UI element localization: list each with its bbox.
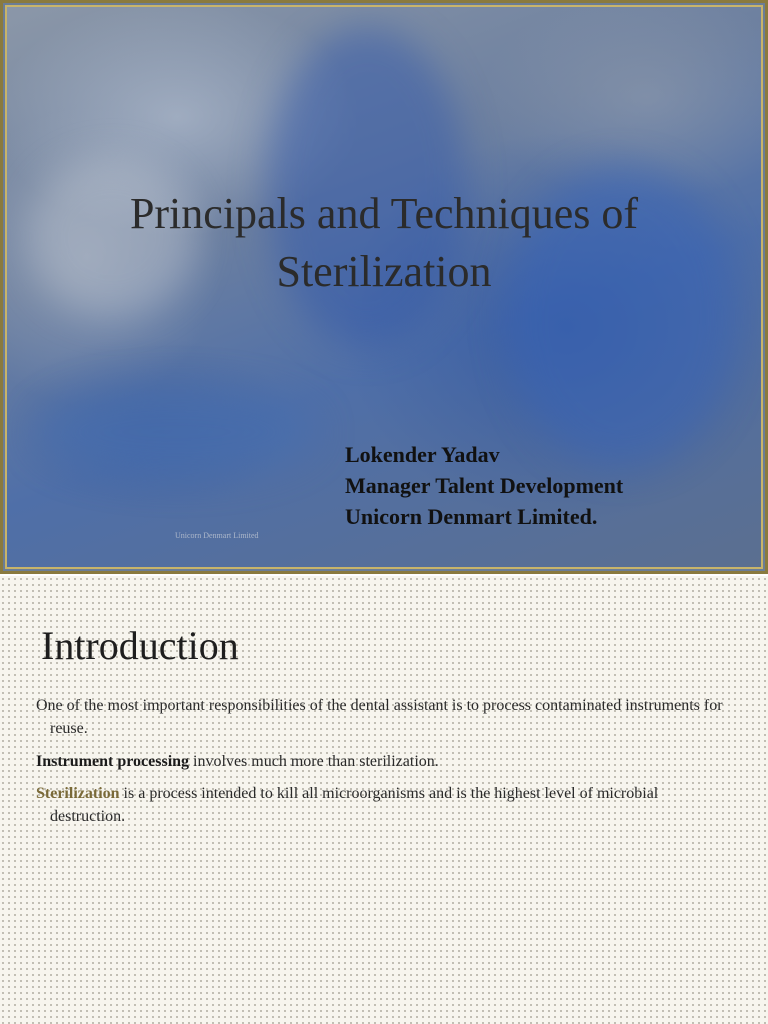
- bullet-text: is a process intended to kill all microorganisms and is the highest level of microbial destruction.: [50, 785, 659, 825]
- slide-heading: Introduction: [41, 623, 239, 668]
- bullet-item: [36, 750, 736, 773]
- slide-title: [7, 185, 761, 301]
- author-name: Lokender Yadav: [345, 442, 500, 467]
- footer-watermark: Unicorn Denmart Limited: [175, 531, 259, 540]
- introduction-slide: [0, 576, 768, 1024]
- bullet-term: Sterilization: [36, 785, 120, 802]
- bullet-term: Instrument processing: [36, 753, 190, 770]
- bullet-item: [36, 694, 736, 740]
- slide-title-line-2: Sterilization: [276, 247, 492, 296]
- author-company: Unicorn Denmart Limited.: [345, 504, 598, 529]
- bullet-list: [36, 694, 736, 838]
- slide-title-line-1: Principals and Techniques of: [129, 189, 639, 238]
- background-blur-shape: [37, 387, 317, 477]
- bullet-text: involves much more than sterilization.: [189, 753, 439, 770]
- title-slide-background: [5, 5, 763, 569]
- author-role: Manager Talent Development: [345, 473, 624, 498]
- author-block: [345, 439, 623, 532]
- bullet-text: One of the most important responsibilities of the dental assistant is to process contaminated instruments for reuse.: [36, 697, 723, 737]
- bullet-item: [36, 782, 736, 828]
